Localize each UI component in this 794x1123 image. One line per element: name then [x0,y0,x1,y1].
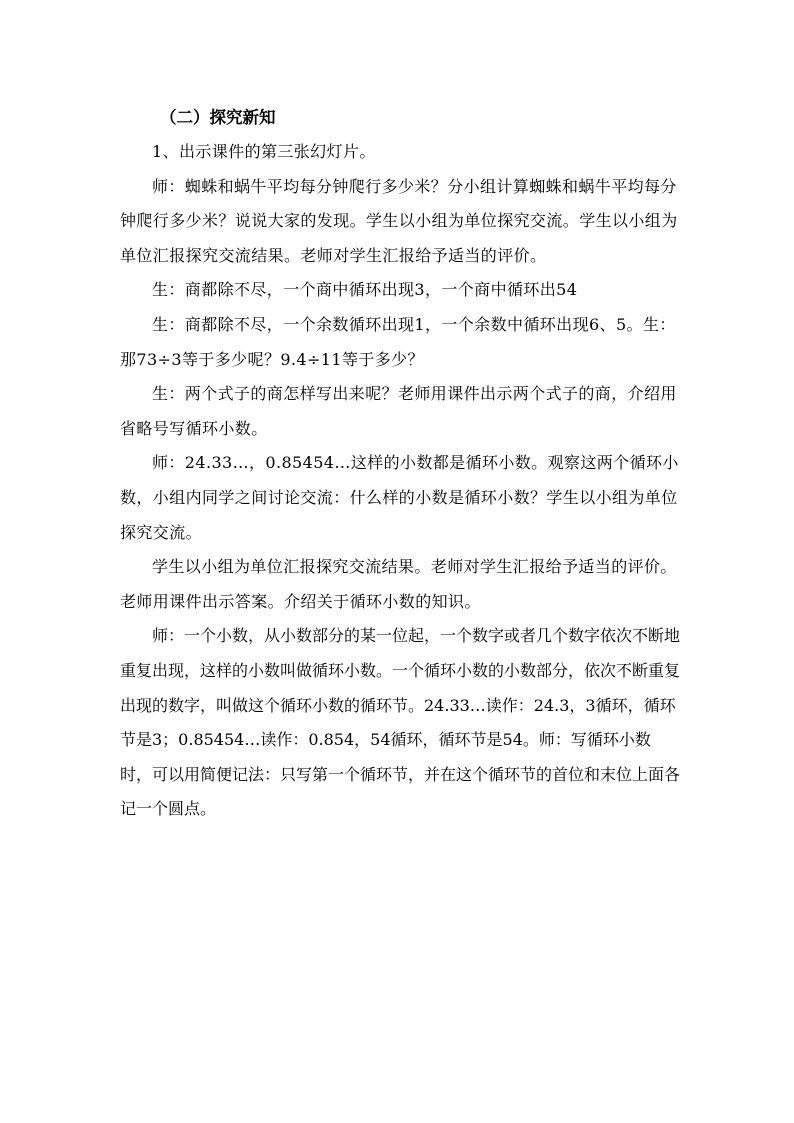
paragraph-8: 师：一个小数，从小数部分的某一位起，一个数字或者几个数字依次不断地重复出现，这样的小数叫做循环小数。一个循环小数的小数部分，依次不断重复出现的数字，叫做这个循环小数的循环节。24.33…读作：24.3，3循环，循环节是3；0.85454…读作：0.854，54循环，循环节是54。师：写循环小数时，可以用简便记法：只写第一个循环节，并在这个循环节的首位和末位上面各记一个圆点。 [120,626,681,819]
paragraph-5: 生：两个式子的商怎样写出来呢？老师用课件出示两个式子的商，介绍用省略号写循环小数。 [120,384,677,438]
paragraph-2: 师：蜘蛛和蜗牛平均每分钟爬行多少米？分小组计算蜘蛛和蜗牛平均每分钟爬行多少米？说说大家的发现。学生以小组为单位探究交流。学生以小组为单位汇报探究交流结果。老师对学生汇报给予适当的评价。 [120,176,678,265]
paragraph-7: 学生以小组为单位汇报探究交流结果。老师对学生汇报给予适当的评价。老师用课件出示答案。介绍关于循环小数的知识。 [120,557,677,611]
paragraph-3: 生：商都除不尽，一个商中循环出现3，一个商中循环出54 [152,280,578,300]
section-heading: （二）探究新知 [160,108,276,127]
paragraph-6: 师：24.33…，0.85454…这样的小数都是循环小数。观察这两个循环小数，小组内同学之间讨论交流：什么样的小数是循环小数？学生以小组为单位探究交流。 [120,453,679,542]
document-body [120,101,680,827]
paragraph-4: 生：商都除不尽，一个余数循环出现1，一个余数中循环出现6、5。生：那73÷3等于多少呢？9.4÷11等于多少？ [120,314,676,369]
paragraph-1: 1、出示课件的第三张幻灯片。 [152,142,376,161]
